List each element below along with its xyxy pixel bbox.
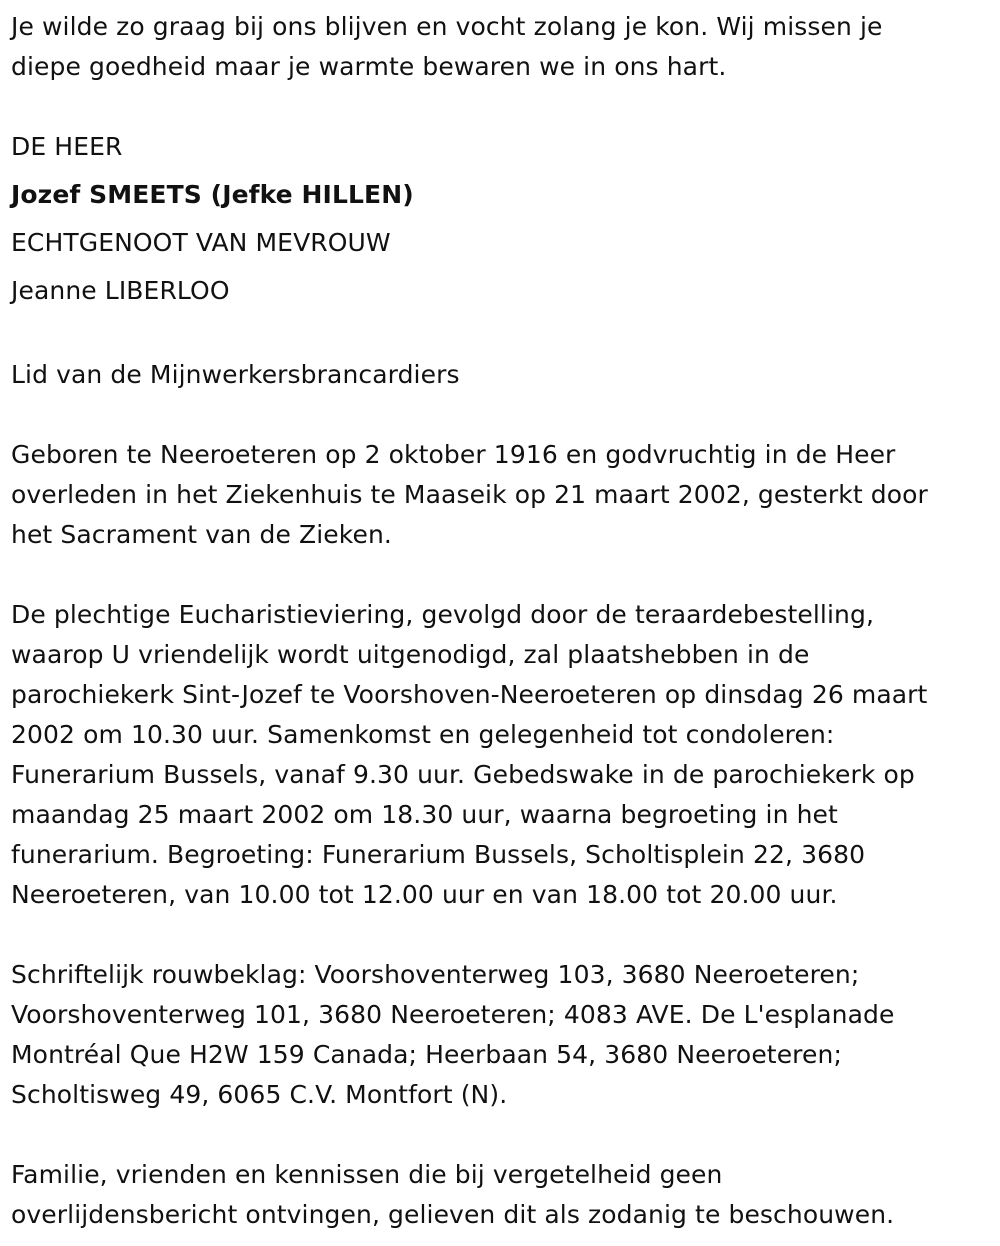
- spouse-name: Jeanne LIBERLOO: [11, 276, 230, 305]
- honorific: DE HEER: [11, 132, 123, 161]
- spacer: [11, 1115, 996, 1155]
- closing-text: Familie, vrienden en kennissen die bij vergetelheid geen overlijdensbericht ontvingen, gelieven dit als zodanig te beschouwen.: [11, 1160, 895, 1229]
- obituary-notice: [11, 7, 996, 1235]
- spacer: [11, 915, 996, 955]
- birth-death-text: Geboren te Neeroeteren op 2 oktober 1916 en godvruchtig in de Heer overleden in het Ziekenhuis te Maaseik op 21 maart 2002, gesterkt door het Sacrament van de Zieken.: [11, 440, 928, 549]
- spacer: [11, 315, 996, 355]
- intro-text: Je wilde zo graag bij ons blijven en vocht zolang je kon. Wij missen je diepe goedheid maar je warmte bewaren we in ons hart.: [11, 12, 883, 81]
- spouse-relation: ECHTGENOOT VAN MEVROUW: [11, 228, 391, 257]
- spacer: [11, 395, 996, 435]
- spacer: [11, 555, 996, 595]
- ceremony-text: De plechtige Eucharistieviering, gevolgd door de teraardebestelling, waarop U vriendelijk wordt uitgenodigd, zal plaatshebben in de parochiekerk Sint-Jozef te Voorshoven-Neeroeteren op dinsdag 26 maart 2002 om 10.30 uur. Samenkomst en gelegenheid tot condoleren: Funerarium Bussels, vanaf 9.30 uur. Gebedswake in de parochiekerk op maandag 25 maart 2002 om 18.30 uur, waarna begroeting in het funerarium. Begroeting: Funerarium Bussels, Scholtisplein 22, 3680 Neeroeteren, van 10.00 tot 12.00 uur en van 18.00 tot 20.00 uur.: [11, 600, 928, 909]
- membership-text: Lid van de Mijnwerkersbrancardiers: [11, 360, 460, 389]
- condolences-text: Schriftelijk rouwbeklag: Voorshoventerweg 103, 3680 Neeroeteren; Voorshoventerweg 101, 3680 Neeroeteren; 4083 AVE. De L'esplanade Montréal Que H2W 159 Canada; Heerbaan 54, 3680 Neeroeteren; Scholtisweg 49, 6065 C.V. Montfort (N).: [11, 960, 895, 1109]
- spacer: [11, 87, 996, 127]
- deceased-name: Jozef SMEETS (Jefke HILLEN): [11, 180, 414, 209]
